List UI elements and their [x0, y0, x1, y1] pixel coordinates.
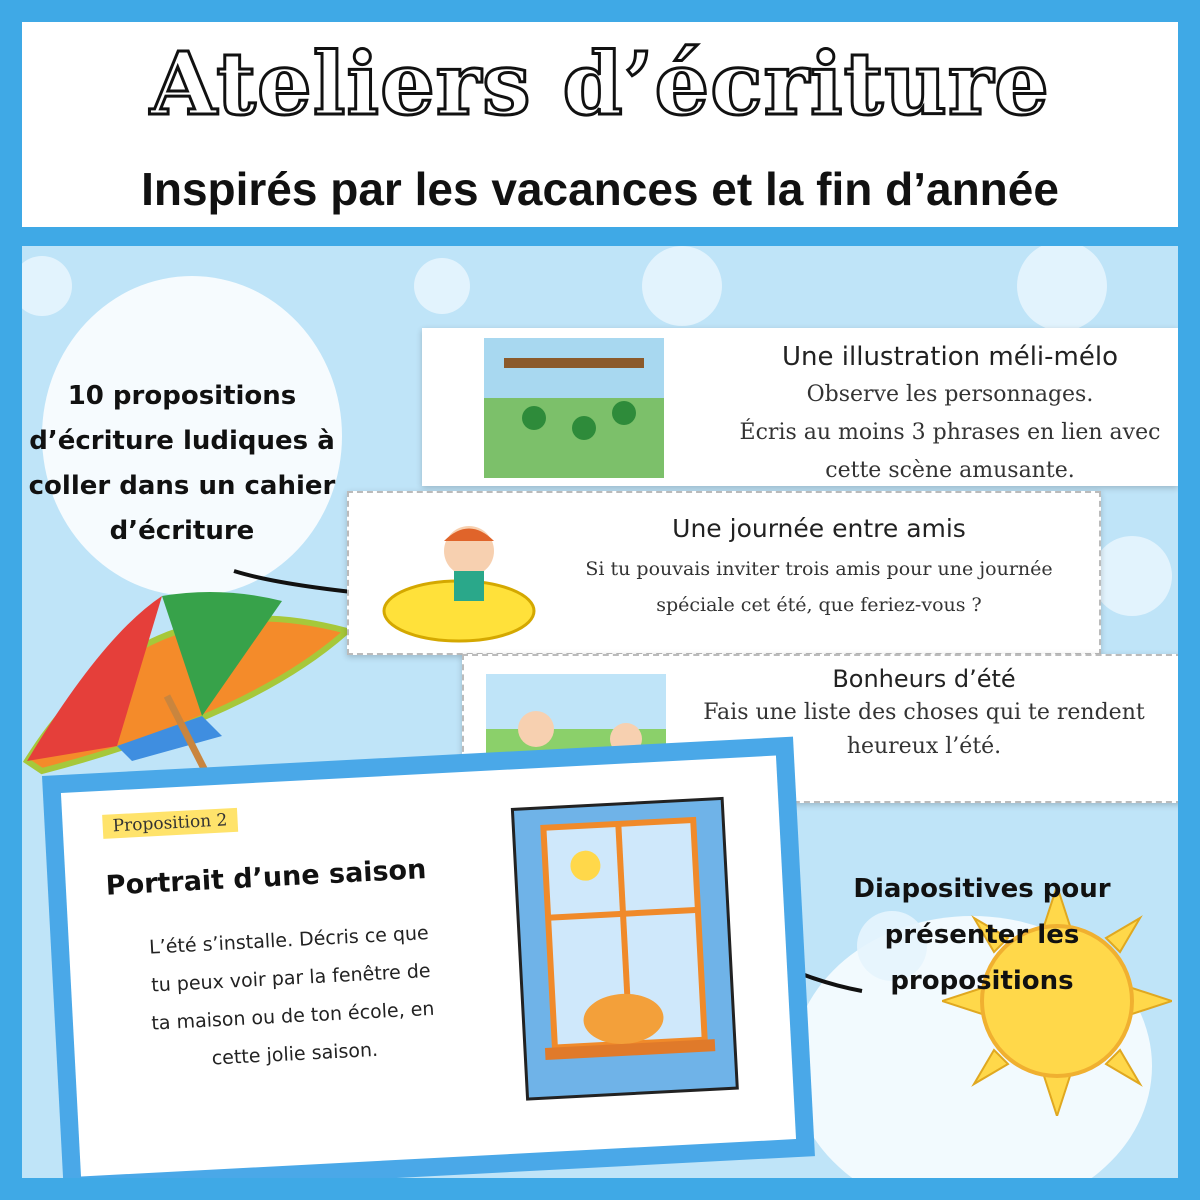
prompt-card-2 — [347, 491, 1101, 655]
park-scene-image — [484, 338, 664, 478]
card-line: Fais une liste des choses qui te rendent — [703, 700, 1145, 725]
child-float-image — [359, 501, 539, 651]
card-line: Observe les personnages. — [806, 382, 1094, 407]
callout-line: d’écriture — [109, 516, 255, 546]
sky-scene — [22, 246, 1178, 1178]
slide-line: cette jolie saison. — [211, 1038, 379, 1070]
card-line: Si tu pouvais inviter trois amis pour une journée — [585, 558, 1053, 580]
page-title: Ateliers d’écriture — [150, 34, 1050, 135]
card-line: heureux l’été. — [846, 734, 1002, 759]
callout-line: d’écriture ludiques à — [29, 426, 335, 456]
callout-line: présenter les — [884, 920, 1080, 950]
window-cat-image — [502, 788, 748, 1120]
card-title: Bonheurs d’été — [832, 665, 1016, 693]
slide-line: L’été s’installe. Décris ce que — [148, 921, 430, 959]
callout-slides — [822, 866, 1142, 1004]
slide-title: Portrait d’une saison — [105, 854, 428, 902]
card-line: Écris au moins 3 phrases en lien avec — [739, 420, 1161, 445]
page-subtitle: Inspirés par les vacances et la fin d’année — [141, 163, 1059, 215]
header-banner — [22, 22, 1178, 227]
header-divider — [22, 230, 1178, 236]
card-line: cette scène amusante. — [825, 458, 1075, 483]
callout-line: propositions — [890, 966, 1074, 996]
card-line: spéciale cet été, que feriez-vous ? — [656, 594, 982, 616]
slide-line: tu peux voir par la fenêtre de — [150, 959, 432, 997]
callout-line: 10 propositions — [67, 381, 297, 411]
slide-body — [108, 912, 475, 1083]
callout-propositions — [22, 374, 342, 554]
proposition-badge: Proposition 2 — [102, 808, 238, 839]
presentation-slide — [42, 737, 815, 1178]
callout-line: coller dans un cahier — [28, 471, 336, 501]
callout-line: Diapositives pour — [853, 874, 1111, 904]
prompt-card-1 — [422, 328, 1178, 486]
card-title: Une illustration méli-mélo — [782, 342, 1118, 372]
card-title: Une journée entre amis — [672, 514, 966, 543]
slide-line: ta maison ou de ton école, en — [150, 997, 435, 1035]
slide-content — [61, 756, 796, 1177]
